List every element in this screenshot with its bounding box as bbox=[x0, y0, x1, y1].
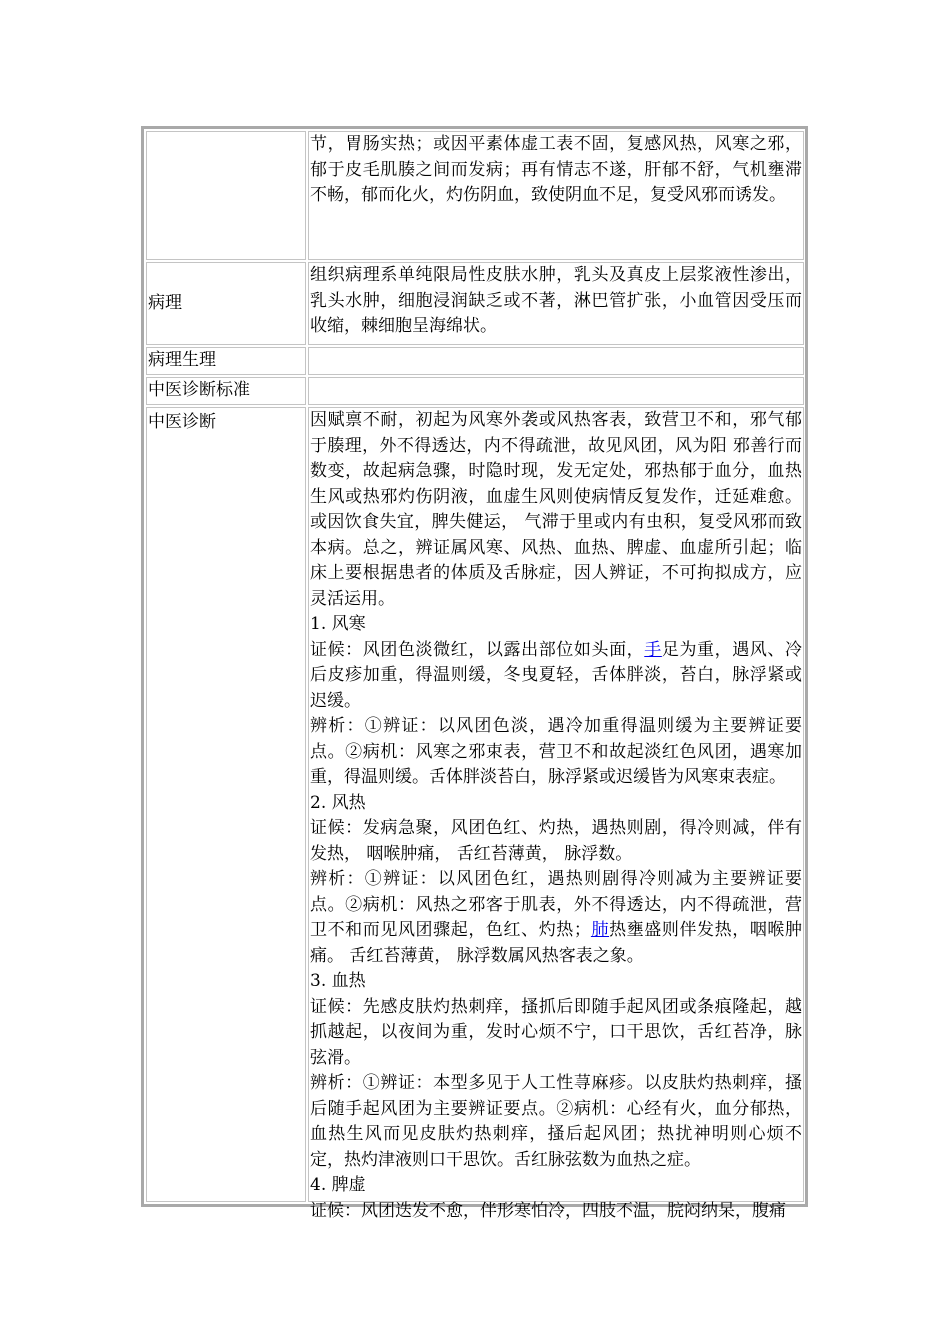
wind-cold-symptoms-a: 证候：风团色淡微红，以露出部位如头面， bbox=[310, 639, 645, 660]
etiology-text: 节，胃肠实热；或因平素体虚工表不固，复感风热，风寒之邪，郁于皮毛肌腠之间而发病；再有情志不遂，肝郁不舒，气机壅滞不畅，郁而化火，灼伤阴血，致使阴血不足，复受风邪而诱发。 bbox=[310, 134, 802, 205]
section-title-blood-heat: 3. 血热 bbox=[310, 971, 366, 991]
pathology-text: 组织病理系单纯限局性皮肤水肿，乳头及真皮上层浆液性渗出，乳头水肿，细胞浸润缺乏或不著，淋巴管扩张，小血管因受压而收缩，棘细胞呈海绵状。 bbox=[310, 265, 802, 336]
blood-heat-analysis: 辨析：①辨证：本型多见于人工性荨麻疹。以皮肤灼热刺痒，搔后随手起风团为主要辨证要点。②病机：心经有火，血分郁热，血热生风而见皮肤灼热刺痒，搔后起风团；热扰神明则心烦不定，热灼津液则口干思饮。舌红脉弦数为血热之症。 bbox=[310, 1073, 802, 1170]
blood-heat-symptoms: 证候：先感皮肤灼热刺痒，搔抓后即随手起风团或条痕隆起，越抓越起，以夜间为重，发时心烦不宁，口干思饮，舌红苔净，脉弦滑。 bbox=[310, 996, 802, 1068]
pathology-label-cell bbox=[146, 262, 306, 345]
section-title-spleen-deficiency: 4. 脾虚 bbox=[310, 1175, 366, 1195]
pathophysiology-label: 病理生理 bbox=[148, 350, 216, 371]
wind-cold-symptoms bbox=[310, 638, 802, 715]
pathophysiology-label-cell bbox=[146, 347, 306, 375]
tcm-diagnosis-content-cell bbox=[308, 407, 804, 1221]
section-title-wind-cold: 1. 风寒 bbox=[310, 614, 366, 634]
wind-heat-analysis bbox=[310, 867, 802, 969]
wind-heat-analysis-b: 热壅盛则伴发热，咽喉肿痛。 舌红苔薄黄， 脉浮数属风热客表之象。 bbox=[310, 920, 803, 966]
spleen-deficiency-symptoms: 证候：风团迭发不愈，伴形寒怕冷，四肢不温，脘闷纳呆，腹痛 bbox=[310, 1200, 786, 1221]
pathology-label: 病理 bbox=[148, 292, 182, 313]
pathology-content-cell bbox=[308, 262, 804, 345]
wind-cold-analysis: 辨析：①辨证：以风团色淡，遇冷加重得温则缓为主要辨证要点。②病机：风寒之邪束表，营卫不和故起淡红色风团，遇寒加重，得温则缓。舌体胖淡苔白，脉浮紧或迟缓皆为风寒束表症。 bbox=[310, 716, 802, 787]
tcm-diagnosis-intro: 因赋禀不耐，初起为风寒外袭或风热客表，致营卫不和，邪气郁于腠理，外不得透达，内不得疏泄，故见风团，风为阳 邪善行而数变，故起病急骤，时隐时现，发无定处，邪热郁于血分，血热生风或热邪灼伤阴液，血虚生风则使病情反复发作，迁延难愈。或因饮食失宜，脾失健运， 气滞于里或内有虫积，复受风邪而致本病。总之，辨证属风寒、风热、血热、脾虚、血虚所引起；临床上要根据患者的体质及舌脉症，因人辨证，不可拘拟成方，应 灵活运用。 bbox=[310, 410, 802, 609]
etiology-label-cell bbox=[146, 131, 306, 260]
document-table bbox=[141, 126, 808, 1221]
etiology-content-cell bbox=[308, 131, 804, 260]
lung-link[interactable]: 肺 bbox=[590, 920, 610, 940]
wind-heat-symptoms: 证候：发病急聚，风团色红、灼热，遇热则剧，得冷则减，伴有发热， 咽喉肿痛， 舌红苔薄黄， 脉浮数。 bbox=[310, 818, 802, 864]
wind-heat-analysis-a: 辨析：①辨证：以风团色红，遇热则剧得冷则减为主要辨证要点。②病机：风热之邪客于肌表，外不得透达，内不得疏泄，营卫不和而见风团骤起，色红、灼热； bbox=[310, 869, 802, 940]
tcm-diagnosis-label: 中医诊断 bbox=[148, 412, 216, 432]
hand-link[interactable]: 手 bbox=[644, 639, 662, 660]
tcm-criteria-content-cell bbox=[308, 377, 804, 405]
section-title-wind-heat: 2. 风热 bbox=[310, 792, 366, 813]
tcm-diagnosis-label-cell bbox=[146, 407, 306, 1202]
tcm-criteria-label-cell bbox=[146, 377, 306, 405]
wind-cold-symptoms-b: 足为重，遇风、冷后皮疹加重，得温则缓，冬曳夏轻，舌体胖淡，苔白，脉浮紧或迟缓。 bbox=[310, 639, 803, 711]
tcm-criteria-label: 中医诊断标准 bbox=[148, 380, 250, 401]
pathophysiology-content-cell bbox=[308, 347, 804, 375]
